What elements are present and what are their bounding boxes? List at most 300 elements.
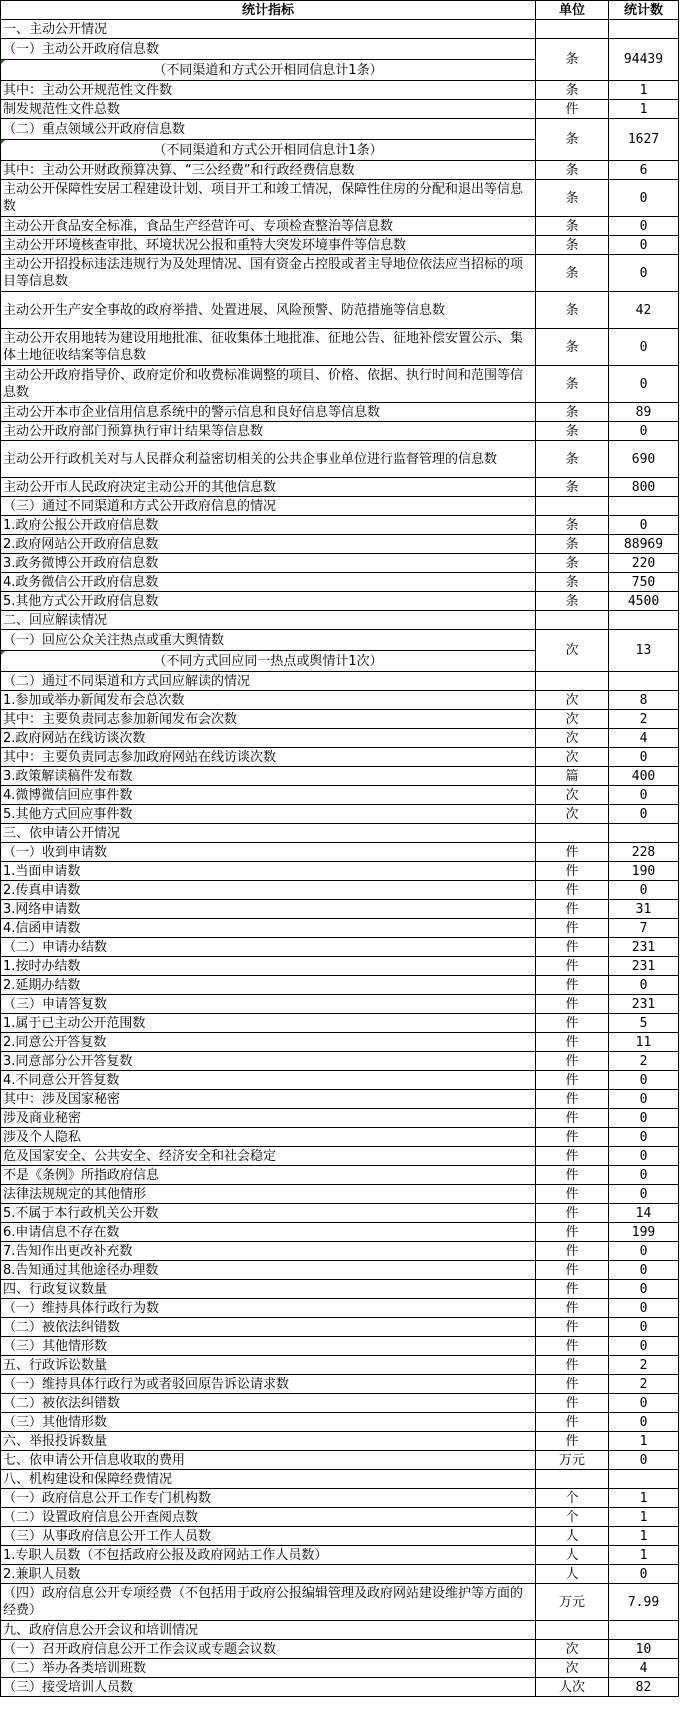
row-value: 0 <box>609 786 679 805</box>
row-label: 3.政策解读稿件发布数 <box>1 767 536 786</box>
row-label: 主动公开农用地转为建设用地批准、征收集体土地批准、征地公告、征地补偿安置公示、集体土地征收结案等信息数 <box>1 329 536 366</box>
row-label: 其中：涉及国家秘密 <box>1 1090 536 1109</box>
row-value: 2 <box>609 1375 679 1394</box>
row-unit: 次 <box>536 786 609 805</box>
table-row <box>1 236 679 255</box>
row-label: 5.其他方式公开政府信息数 <box>1 592 536 611</box>
row-unit: 件 <box>536 919 609 938</box>
row-unit: 次 <box>536 710 609 729</box>
row-label: 7.告知作出更改补充数 <box>1 1242 536 1261</box>
row-value: 400 <box>609 767 679 786</box>
row-unit: 篇 <box>536 767 609 786</box>
row-unit: 条 <box>536 592 609 611</box>
table-row <box>1 1128 679 1147</box>
row-value: 0 <box>609 1242 679 1261</box>
header-indicator: 统计指标 <box>1 1 536 20</box>
row-value: 0 <box>609 516 679 535</box>
row-unit: 件 <box>536 1432 609 1451</box>
table-row <box>1 1565 679 1584</box>
table-row <box>1 366 679 403</box>
row-unit: 件 <box>536 1318 609 1337</box>
row-label: （三）其他情形数 <box>1 1413 536 1432</box>
row-label: 主动公开行政机关对与人民群众利益密切相关的公共企事业单位进行监督管理的信息数 <box>1 441 536 478</box>
row-value: 1 <box>609 100 679 119</box>
row-value <box>609 497 679 516</box>
row-label: 1.参加或举办新闻发布会总次数 <box>1 691 536 710</box>
table-row <box>1 748 679 767</box>
row-unit: 人次 <box>536 1678 609 1697</box>
table-row <box>1 1090 679 1109</box>
row-value: 2 <box>609 1052 679 1071</box>
row-unit: 次 <box>536 805 609 824</box>
table-row <box>1 20 679 39</box>
table-row <box>1 329 679 366</box>
row-unit <box>536 20 609 39</box>
row-label: 法律法规规定的其他情形 <box>1 1185 536 1204</box>
row-value: 0 <box>609 422 679 441</box>
row-value: 1627 <box>609 119 679 161</box>
row-label: （一）收到申请数 <box>1 843 536 862</box>
row-label: 4.不同意公开答复数 <box>1 1071 536 1090</box>
row-label: （四）政府信息公开专项经费（不包括用于政府公报编辑管理及政府网站建设维护等方面的经费） <box>1 1584 536 1621</box>
table-row <box>1 976 679 995</box>
row-value: 2 <box>609 1356 679 1375</box>
table-row <box>1 497 679 516</box>
row-label: 2.政府网站在线访谈次数 <box>1 729 536 748</box>
row-value: 82 <box>609 1678 679 1697</box>
row-label: 涉及个人隐私 <box>1 1128 536 1147</box>
row-unit: 人 <box>536 1527 609 1546</box>
table-row <box>1 843 679 862</box>
row-value: 0 <box>609 1071 679 1090</box>
row-value: 0 <box>609 1299 679 1318</box>
row-label: 主动公开环境核查审批、环境状况公报和重特大突发环境事件等信息数 <box>1 236 536 255</box>
row-unit: 件 <box>536 1242 609 1261</box>
row-unit: 条 <box>536 422 609 441</box>
row-unit <box>536 611 609 630</box>
row-unit: 条 <box>536 292 609 329</box>
row-unit: 万元 <box>536 1584 609 1621</box>
table-row <box>1 1375 679 1394</box>
table-row <box>1 422 679 441</box>
row-label: 主动公开保障性安居工程建设计划、项目开工和竣工情况，保障性住房的分配和退出等信息数 <box>1 180 536 217</box>
row-value: 0 <box>609 976 679 995</box>
row-unit: 件 <box>536 1090 609 1109</box>
row-value <box>609 20 679 39</box>
row-unit: 件 <box>536 1356 609 1375</box>
row-unit: 件 <box>536 1413 609 1432</box>
table-row <box>1 1394 679 1413</box>
row-label: （三）接受培训人员数 <box>1 1678 536 1697</box>
table-row <box>1 767 679 786</box>
row-value: 0 <box>609 1090 679 1109</box>
row-unit: 件 <box>536 843 609 862</box>
row-unit <box>536 672 609 691</box>
row-unit: 件 <box>536 1166 609 1185</box>
row-unit: 人 <box>536 1565 609 1584</box>
table-row <box>1 995 679 1014</box>
row-value: 31 <box>609 900 679 919</box>
table-row <box>1 1204 679 1223</box>
row-unit: 件 <box>536 1261 609 1280</box>
row-value: 1 <box>609 81 679 100</box>
row-unit: 次 <box>536 1659 609 1678</box>
table-row <box>1 1470 679 1489</box>
row-label: 其中：主要负责同志参加新闻发布会次数 <box>1 710 536 729</box>
row-label: 2.政府网站公开政府信息数 <box>1 535 536 554</box>
row-value: 0 <box>609 329 679 366</box>
row-label: （一）政府信息公开工作专门机构数 <box>1 1489 536 1508</box>
row-label: 1.专职人员数（不包括政府公报及政府网站工作人员数） <box>1 1546 536 1565</box>
row-unit: 件 <box>536 1147 609 1166</box>
table-row <box>1 1185 679 1204</box>
row-value: 0 <box>609 1318 679 1337</box>
row-label: 4.信函申请数 <box>1 919 536 938</box>
table-row <box>1 516 679 535</box>
row-unit: 条 <box>536 535 609 554</box>
table-row <box>1 161 679 180</box>
row-value: 2 <box>609 710 679 729</box>
row-value: 14 <box>609 1204 679 1223</box>
row-value: 7.99 <box>609 1584 679 1621</box>
row-label: （一）回应公众关注热点或重大舆情数 <box>1 630 536 651</box>
row-label: 1.政府公报公开政府信息数 <box>1 516 536 535</box>
row-label: 5.不属于本行政机关公开数 <box>1 1204 536 1223</box>
row-value: 4 <box>609 1659 679 1678</box>
row-value: 0 <box>609 1451 679 1470</box>
row-label: 4.微博微信回应事件数 <box>1 786 536 805</box>
row-unit: 条 <box>536 516 609 535</box>
row-unit: 条 <box>536 478 609 497</box>
row-value: 0 <box>609 1394 679 1413</box>
row-value: 228 <box>609 843 679 862</box>
row-label: 涉及商业秘密 <box>1 1109 536 1128</box>
table-row <box>1 403 679 422</box>
row-unit: 条 <box>536 39 609 81</box>
row-value: 0 <box>609 217 679 236</box>
table-row <box>1 180 679 217</box>
row-unit: 件 <box>536 1299 609 1318</box>
row-value: 0 <box>609 1261 679 1280</box>
table-row <box>1 1242 679 1261</box>
row-value: 800 <box>609 478 679 497</box>
row-label: （二）被依法纠错数 <box>1 1394 536 1413</box>
row-label: （三）从事政府信息公开工作人员数 <box>1 1527 536 1546</box>
row-unit: 条 <box>536 217 609 236</box>
row-unit: 件 <box>536 1280 609 1299</box>
row-unit: 条 <box>536 573 609 592</box>
row-unit: 条 <box>536 329 609 366</box>
row-unit: 件 <box>536 1071 609 1090</box>
row-unit: 条 <box>536 441 609 478</box>
row-value: 199 <box>609 1223 679 1242</box>
row-unit: 条 <box>536 180 609 217</box>
row-label: 2.延期办结数 <box>1 976 536 995</box>
row-unit: 件 <box>536 1014 609 1033</box>
table-row <box>1 1109 679 1128</box>
row-label: 三、依申请公开情况 <box>1 824 536 843</box>
row-label: （二）通过不同渠道和方式回应解读的情况 <box>1 672 536 691</box>
row-unit: 次 <box>536 630 609 672</box>
row-unit: 件 <box>536 862 609 881</box>
row-unit: 件 <box>536 881 609 900</box>
row-label: 九、政府信息公开会议和培训情况 <box>1 1621 536 1640</box>
row-unit: 件 <box>536 1223 609 1242</box>
row-value: 1 <box>609 1508 679 1527</box>
table-row <box>1 1546 679 1565</box>
row-value: 0 <box>609 1565 679 1584</box>
row-unit <box>536 824 609 843</box>
row-value: 0 <box>609 1128 679 1147</box>
table-row <box>1 478 679 497</box>
row-unit <box>536 497 609 516</box>
row-label: 六、举报投诉数量 <box>1 1432 536 1451</box>
row-value: 231 <box>609 957 679 976</box>
table-row <box>1 1356 679 1375</box>
table-row <box>1 554 679 573</box>
row-value: 0 <box>609 1109 679 1128</box>
row-unit: 条 <box>536 554 609 573</box>
row-value: 1 <box>609 1546 679 1565</box>
row-label: （一）主动公开政府信息数 <box>1 39 536 60</box>
row-label: （二）设置政府信息公开查阅点数 <box>1 1508 536 1527</box>
row-label: 危及国家安全、公共安全、经济安全和社会稳定 <box>1 1147 536 1166</box>
row-value: 11 <box>609 1033 679 1052</box>
row-unit <box>536 1621 609 1640</box>
row-note: （不同渠道和方式公开相同信息计1条） <box>1 60 536 81</box>
row-label: （三）其他情形数 <box>1 1337 536 1356</box>
row-label: （三）通过不同渠道和方式公开政府信息的情况 <box>1 497 536 516</box>
table-row <box>1 1659 679 1678</box>
table-row <box>1 672 679 691</box>
row-value: 8 <box>609 691 679 710</box>
row-label: 一、主动公开情况 <box>1 20 536 39</box>
row-value: 0 <box>609 236 679 255</box>
row-unit: 件 <box>536 1375 609 1394</box>
table-row <box>1 441 679 478</box>
row-value: 13 <box>609 630 679 672</box>
row-label: 4.政务微信公开政府信息数 <box>1 573 536 592</box>
row-value <box>609 1621 679 1640</box>
header-row <box>1 1 679 20</box>
row-unit: 件 <box>536 1128 609 1147</box>
table-row <box>1 592 679 611</box>
table-row <box>1 957 679 976</box>
table-row <box>1 1508 679 1527</box>
row-value: 1 <box>609 1489 679 1508</box>
row-unit: 条 <box>536 255 609 292</box>
row-label: 主动公开食品安全标准，食品生产经营许可、专项检查整治等信息数 <box>1 217 536 236</box>
row-label: 主动公开招投标违法违规行为及处理情况、国有资金占控股或者主导地位依法应当招标的项目等信息数 <box>1 255 536 292</box>
row-label: 2.传真申请数 <box>1 881 536 900</box>
row-unit: 条 <box>536 236 609 255</box>
row-value: 0 <box>609 255 679 292</box>
row-value: 88969 <box>609 535 679 554</box>
row-label: 八、机构建设和保障经费情况 <box>1 1470 536 1489</box>
row-value: 1 <box>609 1527 679 1546</box>
row-label: 2.同意公开答复数 <box>1 1033 536 1052</box>
row-unit: 人 <box>536 1546 609 1565</box>
table-row <box>1 1678 679 1697</box>
table-row <box>1 255 679 292</box>
row-unit: 件 <box>536 1185 609 1204</box>
table-row <box>1 1014 679 1033</box>
row-label: （一）维持具体行政行为数 <box>1 1299 536 1318</box>
row-unit: 件 <box>536 1394 609 1413</box>
row-unit: 件 <box>536 995 609 1014</box>
row-value: 4500 <box>609 592 679 611</box>
row-unit <box>536 1470 609 1489</box>
table-row <box>1 1489 679 1508</box>
table-row <box>1 1052 679 1071</box>
row-value: 0 <box>609 180 679 217</box>
table-row <box>1 100 679 119</box>
row-value: 750 <box>609 573 679 592</box>
row-label: 主动公开政府部门预算执行审计结果等信息数 <box>1 422 536 441</box>
row-label: 3.同意部分公开答复数 <box>1 1052 536 1071</box>
table-row <box>1 81 679 100</box>
table-row <box>1 1432 679 1451</box>
row-value: 6 <box>609 161 679 180</box>
row-unit: 次 <box>536 691 609 710</box>
row-value: 0 <box>609 881 679 900</box>
table-row <box>1 1413 679 1432</box>
table-row <box>1 710 679 729</box>
table-row <box>1 1584 679 1621</box>
row-unit: 次 <box>536 729 609 748</box>
row-label: 主动公开市人民政府决定主动公开的其他信息数 <box>1 478 536 497</box>
row-label: （二）被依法纠错数 <box>1 1318 536 1337</box>
row-value: 42 <box>609 292 679 329</box>
row-value: 5 <box>609 1014 679 1033</box>
table-row <box>1 39 679 60</box>
row-unit: 次 <box>536 748 609 767</box>
row-unit: 个 <box>536 1489 609 1508</box>
row-value <box>609 611 679 630</box>
row-value: 0 <box>609 805 679 824</box>
table-row <box>1 691 679 710</box>
row-value: 0 <box>609 1413 679 1432</box>
row-unit: 万元 <box>536 1451 609 1470</box>
row-label: 主动公开生产安全事故的政府举措、处置进展、风险预警、防范措施等信息数 <box>1 292 536 329</box>
row-label: 五、行政诉讼数量 <box>1 1356 536 1375</box>
row-unit: 个 <box>536 1508 609 1527</box>
row-unit: 条 <box>536 161 609 180</box>
row-value: 0 <box>609 1280 679 1299</box>
row-label: 其中：主要负责同志参加政府网站在线访谈次数 <box>1 748 536 767</box>
table-row <box>1 1071 679 1090</box>
row-unit: 条 <box>536 403 609 422</box>
row-label: 其中：主动公开财政预算决算、“三公经费”和行政经费信息数 <box>1 161 536 180</box>
row-value: 0 <box>609 1147 679 1166</box>
table-row <box>1 1318 679 1337</box>
row-value: 0 <box>609 1185 679 1204</box>
row-label: 1.按时办结数 <box>1 957 536 976</box>
row-value: 0 <box>609 1166 679 1185</box>
table-row <box>1 1527 679 1546</box>
row-value: 94439 <box>609 39 679 81</box>
table-row <box>1 862 679 881</box>
row-value: 0 <box>609 366 679 403</box>
table-row <box>1 1451 679 1470</box>
row-label: （二）重点领域公开政府信息数 <box>1 119 536 140</box>
table-row <box>1 1223 679 1242</box>
row-value: 220 <box>609 554 679 573</box>
row-unit: 件 <box>536 938 609 957</box>
row-label: 二、回应解读情况 <box>1 611 536 630</box>
row-value: 0 <box>609 748 679 767</box>
row-label: （二）申请办结数 <box>1 938 536 957</box>
table-row <box>1 611 679 630</box>
row-label: （二）举办各类培训班数 <box>1 1659 536 1678</box>
row-label: 1.当面申请数 <box>1 862 536 881</box>
row-unit: 次 <box>536 1640 609 1659</box>
row-unit: 件 <box>536 957 609 976</box>
row-label: 制发规范性文件总数 <box>1 100 536 119</box>
table-row <box>1 1621 679 1640</box>
row-unit: 件 <box>536 1204 609 1223</box>
table-row <box>1 1033 679 1052</box>
row-label: 不是《条例》所指政府信息 <box>1 1166 536 1185</box>
row-unit: 件 <box>536 1052 609 1071</box>
table-row <box>1 535 679 554</box>
row-value: 10 <box>609 1640 679 1659</box>
table-row <box>1 824 679 843</box>
table-row <box>1 217 679 236</box>
row-label: 七、依申请公开信息收取的费用 <box>1 1451 536 1470</box>
row-unit: 件 <box>536 1033 609 1052</box>
row-value: 231 <box>609 938 679 957</box>
table-row <box>1 1299 679 1318</box>
row-value: 1 <box>609 1432 679 1451</box>
row-value <box>609 672 679 691</box>
row-label: 四、行政复议数量 <box>1 1280 536 1299</box>
row-value: 190 <box>609 862 679 881</box>
table-row <box>1 900 679 919</box>
row-label: 1.属于已主动公开范围数 <box>1 1014 536 1033</box>
table-row <box>1 729 679 748</box>
row-value: 0 <box>609 1337 679 1356</box>
table-row <box>1 119 679 140</box>
row-value: 7 <box>609 919 679 938</box>
row-unit: 件 <box>536 976 609 995</box>
table-body <box>1 20 679 1697</box>
row-label: 主动公开政府指导价、政府定价和收费标准调整的项目、价格、依据、执行时间和范围等信息数 <box>1 366 536 403</box>
table-row <box>1 805 679 824</box>
row-unit: 件 <box>536 1109 609 1128</box>
row-value: 4 <box>609 729 679 748</box>
table-row <box>1 573 679 592</box>
table-row <box>1 1280 679 1299</box>
header-unit: 单位 <box>536 1 609 20</box>
row-unit: 条 <box>536 366 609 403</box>
row-unit: 件 <box>536 1337 609 1356</box>
table-row <box>1 630 679 651</box>
row-label: 主动公开本市企业信用信息系统中的警示信息和良好信息等信息数 <box>1 403 536 422</box>
row-value: 89 <box>609 403 679 422</box>
row-unit: 条 <box>536 119 609 161</box>
row-label: （三）申请答复数 <box>1 995 536 1014</box>
row-label: 8.告知通过其他途径办理数 <box>1 1261 536 1280</box>
row-label: 其中：主动公开规范性文件数 <box>1 81 536 100</box>
row-unit: 条 <box>536 81 609 100</box>
table-row <box>1 919 679 938</box>
table-row <box>1 1261 679 1280</box>
row-unit: 件 <box>536 900 609 919</box>
row-value: 690 <box>609 441 679 478</box>
table-row <box>1 881 679 900</box>
table-row <box>1 292 679 329</box>
